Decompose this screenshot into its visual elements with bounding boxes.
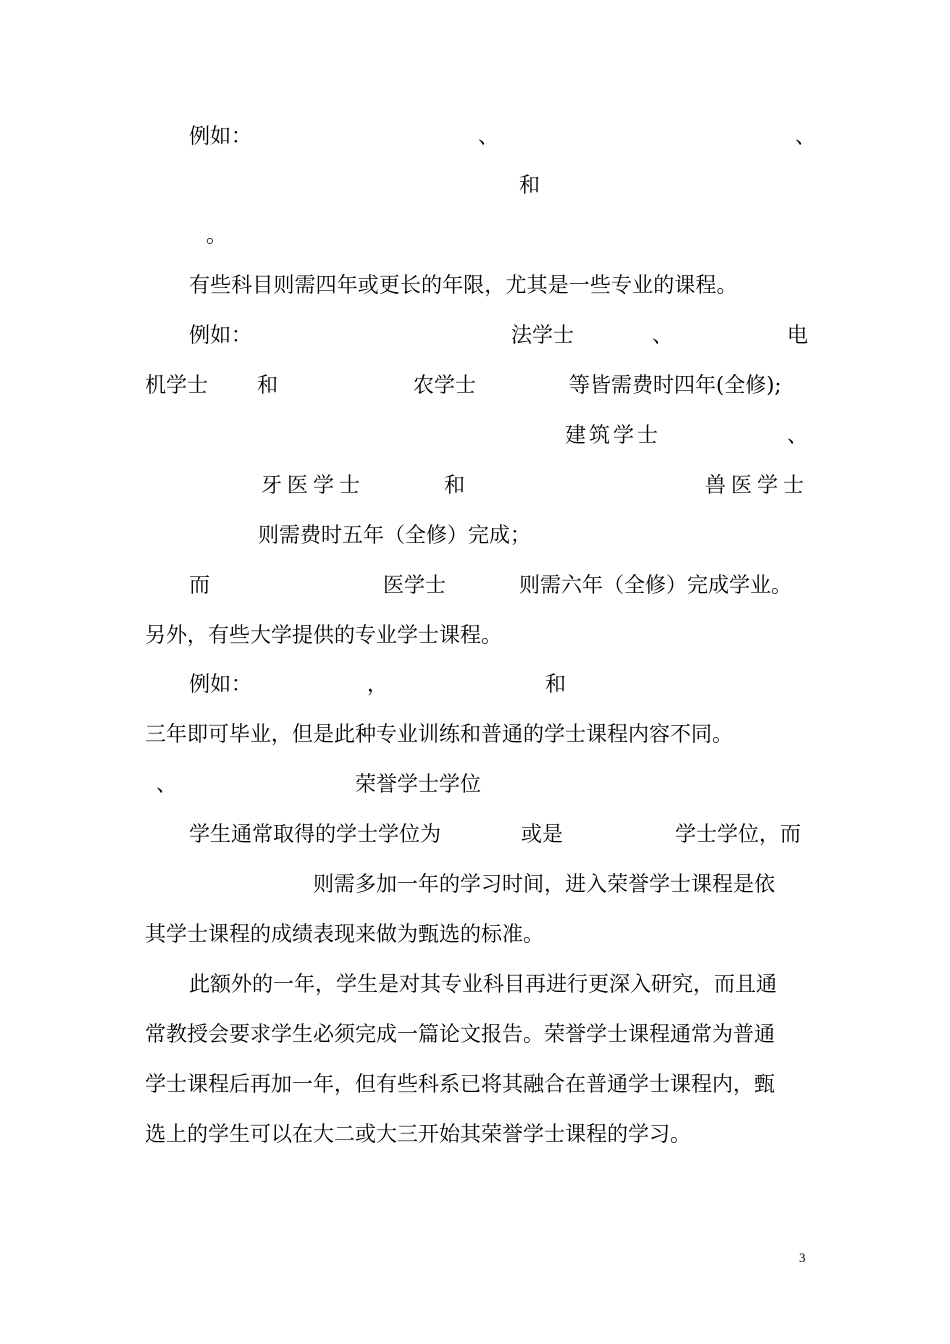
section-heading: 荣誉学士学位 bbox=[355, 772, 481, 796]
text-segment: 机学士 bbox=[145, 373, 208, 397]
text-segment: 。 bbox=[206, 223, 227, 247]
text-segment: 学士学位，而 bbox=[675, 822, 801, 846]
text-segment: 医学士 bbox=[383, 573, 446, 597]
text-segment: 或是 bbox=[521, 822, 563, 846]
text-line: 学士课程后再加一年，但有些科系已将其融合在普通学士课程内，甄 bbox=[145, 1072, 775, 1096]
text-segment: 则需多加一年的学习时间，进入荣誉学士课程是依 bbox=[313, 872, 775, 896]
text-segment: 牙医学士 bbox=[261, 473, 365, 497]
text-segment: 农学士 bbox=[413, 373, 476, 397]
text-segment: 例如： bbox=[189, 124, 252, 148]
text-segment: 和 bbox=[545, 672, 566, 696]
text-segment: 和 bbox=[444, 473, 465, 497]
text-segment: 学生通常取得的学士学位为 bbox=[189, 822, 441, 846]
text-segment: 、 bbox=[787, 423, 808, 447]
text-line: 另外，有些大学提供的专业学士课程。 bbox=[145, 623, 502, 647]
text-segment: 、 bbox=[795, 124, 816, 148]
text-segment: 电 bbox=[787, 323, 808, 347]
text-segment: 例如： bbox=[189, 672, 252, 696]
text-segment: ， bbox=[367, 672, 388, 696]
text-segment: 、 bbox=[652, 323, 673, 347]
text-segment: 而 bbox=[189, 573, 210, 597]
text-segment: 和 bbox=[519, 173, 540, 197]
page-number: 3 bbox=[799, 1250, 806, 1265]
text-segment: 法学士 bbox=[511, 323, 574, 347]
text-segment: 则需费时五年（全修）完成； bbox=[258, 523, 531, 547]
text-segment: 例如： bbox=[189, 323, 252, 347]
text-line: 选上的学生可以在大二或大三开始其荣誉学士课程的学习。 bbox=[145, 1122, 691, 1146]
text-line: 三年即可毕业，但是此种专业训练和普通的学士课程内容不同。 bbox=[145, 722, 733, 746]
text-line: 其学士课程的成绩表现来做为甄选的标准。 bbox=[145, 922, 544, 946]
text-line: 此额外的一年，学生是对其专业科目再进行更深入研究，而且通 bbox=[189, 972, 777, 996]
text-segment: 则需六年（全修）完成学业。 bbox=[519, 573, 792, 597]
text-line: 有些科目则需四年或更长的年限，尤其是一些专业的课程。 bbox=[189, 273, 738, 297]
text-segment: 、 bbox=[156, 772, 177, 796]
text-segment: 等皆需费时四年(全修); bbox=[569, 373, 782, 397]
text-segment: 建筑学士 bbox=[565, 423, 661, 447]
text-segment: 、 bbox=[478, 124, 499, 148]
text-line: 常教授会要求学生必须完成一篇论文报告。荣誉学士课程通常为普通 bbox=[145, 1022, 775, 1046]
text-segment: 和 bbox=[257, 373, 278, 397]
text-segment: 兽医学士 bbox=[705, 473, 809, 497]
